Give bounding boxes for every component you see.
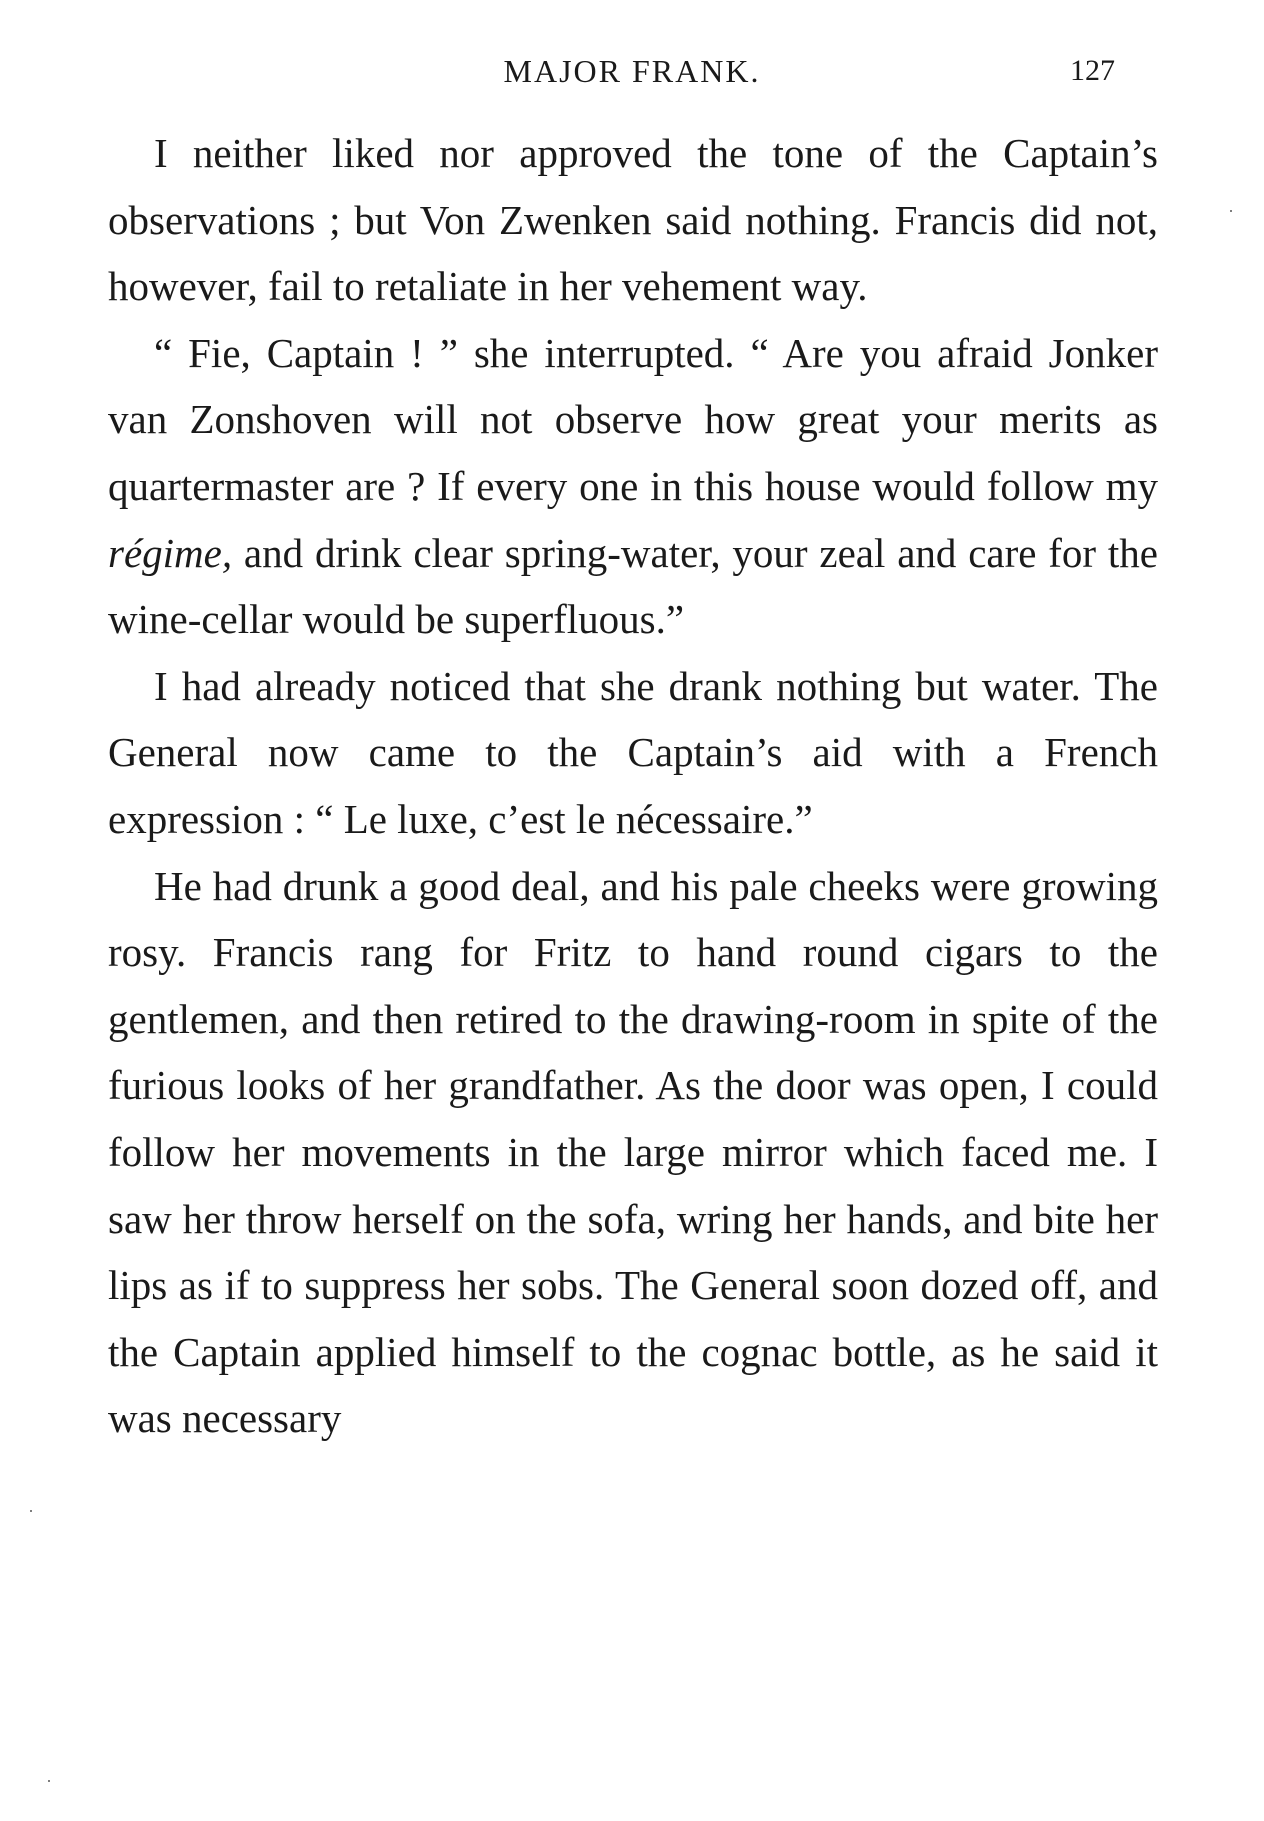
scan-speck [30, 1510, 32, 1512]
paragraph-2 [108, 320, 1158, 653]
scan-speck [1230, 210, 1232, 212]
page-number: 127 [1070, 54, 1115, 87]
paragraph-2-text-after: and drink clear spring-water, your zeal and care for the wine-cellar would be superfluous.” [108, 529, 1158, 643]
scan-speck [48, 1780, 50, 1782]
paragraph-3: I had already noticed that she drank nothing but water. The General now came to the Captain’s aid with a French expression : “ Le luxe, c’est le nécessaire.” [108, 662, 1158, 842]
body-text [108, 120, 1158, 1452]
paragraph-1: I neither liked nor approved the tone of the Captain’s observations ; but Von Zwenken said nothing. Francis did not, however, fail to retaliate in her vehement way. [108, 130, 1158, 310]
paragraph-2-italic-word: régime, [108, 529, 233, 576]
running-title: MAJOR FRANK. [503, 53, 761, 89]
page-header [0, 46, 1264, 96]
paragraph-2-text-before: “ Fie, Captain ! ” she interrupted. “ Are you afraid Jonker van Zonshoven will not observe how great your merits as quartermaster are ? If every one in this house would follow my [108, 329, 1158, 509]
paragraph-4: He had drunk a good deal, and his pale cheeks were growing rosy. Francis rang for Fritz to hand round cigars to the gentlemen, and then retired to the drawing-room in spite of the furious looks of her grandfather. As the door was open, I could follow her movements in the large mirror which faced me. I saw her throw herself on the sofa, wring her hands, and bite her lips as if to suppress her sobs. The General soon dozed off, and the Captain applied himself to the cognac bottle, as he said it was necessary [108, 862, 1158, 1442]
